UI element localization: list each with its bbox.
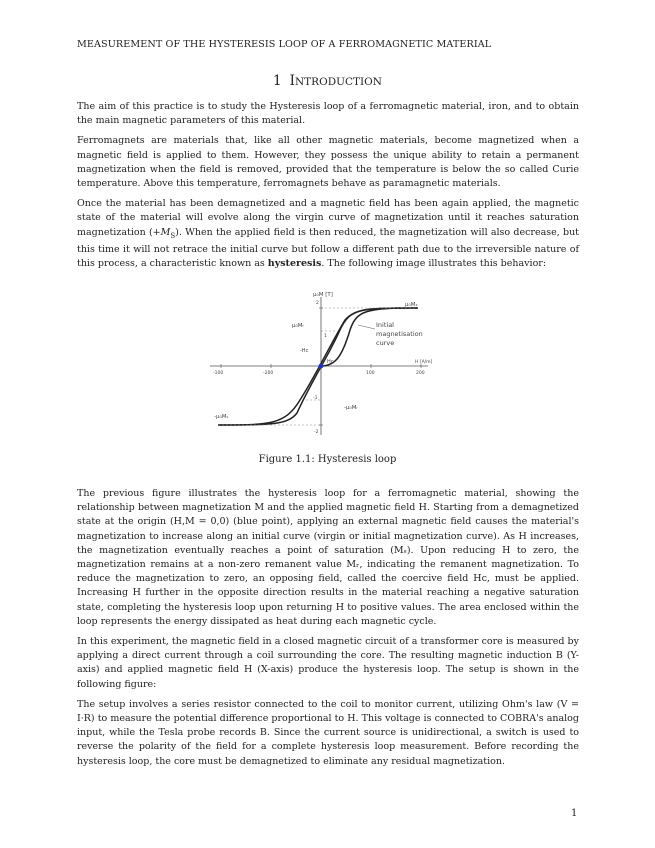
remanence-label: μ₀Mᵣ [292,323,304,329]
initial-curve-label-2: magnetisation [376,330,423,338]
paragraph-experiment: In this experiment, the magnetic field in a closed magnetic circuit of a transformer core is measured by applying a direct current through a coil surrounding the core. The resulting magnetic induction B (Y-axis) and applied magnetic field H (X-axis) produce the hysteresis loop. The setup is shown in the following figure: [77,636,579,690]
x-axis-label: H [A/m] [415,360,433,365]
figure-caption: Figure 1.1: Hysteresis loop [258,454,397,465]
x-tick-label: 200 [416,371,425,376]
y-tick-label: 1 [324,334,327,339]
running-header: MEASUREMENT OF THE HYSTERESIS LOOP OF A FERROMAGNETIC MATERIAL [77,39,492,50]
hysteresis-figure [200,285,440,445]
paragraph-setup: The setup involves a series resistor connected to the coil to monitor current, utilizing Ohm's law (V = I·R) to measure the potential difference proportional to H. This voltage is connected to COBRA's analog input, while the Tesla probe records B. Since the current source is unidirectional, a switch is used to reverse the polarity of the field for a complete hysteresis loop measurement. Before recording the hysteresis loop, the core must be demagnetized to eliminate any residual magnetization. [77,698,579,767]
section-number: 1 [273,73,282,89]
initial-curve-label-3: curve [376,339,395,347]
intro-text-bottom [77,487,579,775]
section-title-initial: I [289,73,295,89]
page-number: 1 [571,808,578,819]
paragraph-figure-description: The previous figure illustrates the hysteresis loop for a ferromagnetic material, showing the relationship between magnetization M and the applied magnetic field H. Starting from a demagnetized state at the origin (H,M = 0,0) (blue point), applying an external magnetic field causes the material's magnetization to increase along an initial curve (virgin or initial magnetization curve). As H increases, the magnetization eventually reaches a point of saturation (Mₛ). Upon reducing H to zero, the magnetization remains at a non-zero remanent value Mᵣ, indicating the remanent magnetization. To reduce the magnetization to zero, an opposing field, called the coercive field Hᴄ, must be applied. Increasing H further in the opposite direction results in the material reaching a negative saturation state, completing the hysteresis loop upon returning H to positive values. The area enclosed within the loop represents the energy dissipated as heat during each magnetic cycle. [77,488,579,627]
neg-saturation-label: -μ₀Mₛ [214,414,229,420]
neg-coercive-label: -Hᴄ [300,348,309,354]
y-tick-label: 2 [316,301,319,306]
y-tick-label: -1 [313,396,318,401]
section-title-rest: NTRODUCTION [294,76,382,88]
paragraph-ferromagnets: Ferromagnets are materials that, like all other magnetic materials, become magnetized when a magnetic field is applied to them. However, they possess the unique ability to retain a permanent magnetization when the field is removed, provided that the temperature is below the so called Curie temperature. Above this temperature, ferromagnets behave as paramagnetic materials. [77,135,579,190]
paragraph-aim: The aim of this practice is to study the Hysteresis loop of a ferromagnetic material, iron, and to obtain the main magnetic parameters of this material. [77,101,579,127]
x-tick-label: -200 [263,371,274,376]
x-tick-label: 100 [366,371,375,376]
origin-point [319,364,324,369]
pos-saturation-label: μ₀Mₛ [405,302,418,308]
coercive-label: Hᴄ [327,359,334,365]
paragraph-hysteresis-intro: Once the material has been demagnetized and a magnetic field has been again applied, the magnetic state of the material will evolve along the virgin curve of magnetization until it reaches saturation magnetization $(+M_S)$. When the applied field is then reduced, the magnetization will also decrease, but this time it will not retrace the initial curve but follow a different path due to the irreversible nature of this process, a characteristic known as hysteresis. The following image illustrates this behavior: [77,198,580,269]
hysteresis-term: hysteresis [267,257,322,269]
initial-curve-label-1: Initial [376,321,394,329]
x-tick-label: -100 [213,371,224,376]
section-heading [0,73,655,89]
intro-text-top [77,100,579,277]
y-axis-label: μ₀M [T] [313,292,333,298]
y-tick-label: -2 [314,430,319,435]
neg-remanence-label: -μ₀Mᵣ [344,405,358,411]
